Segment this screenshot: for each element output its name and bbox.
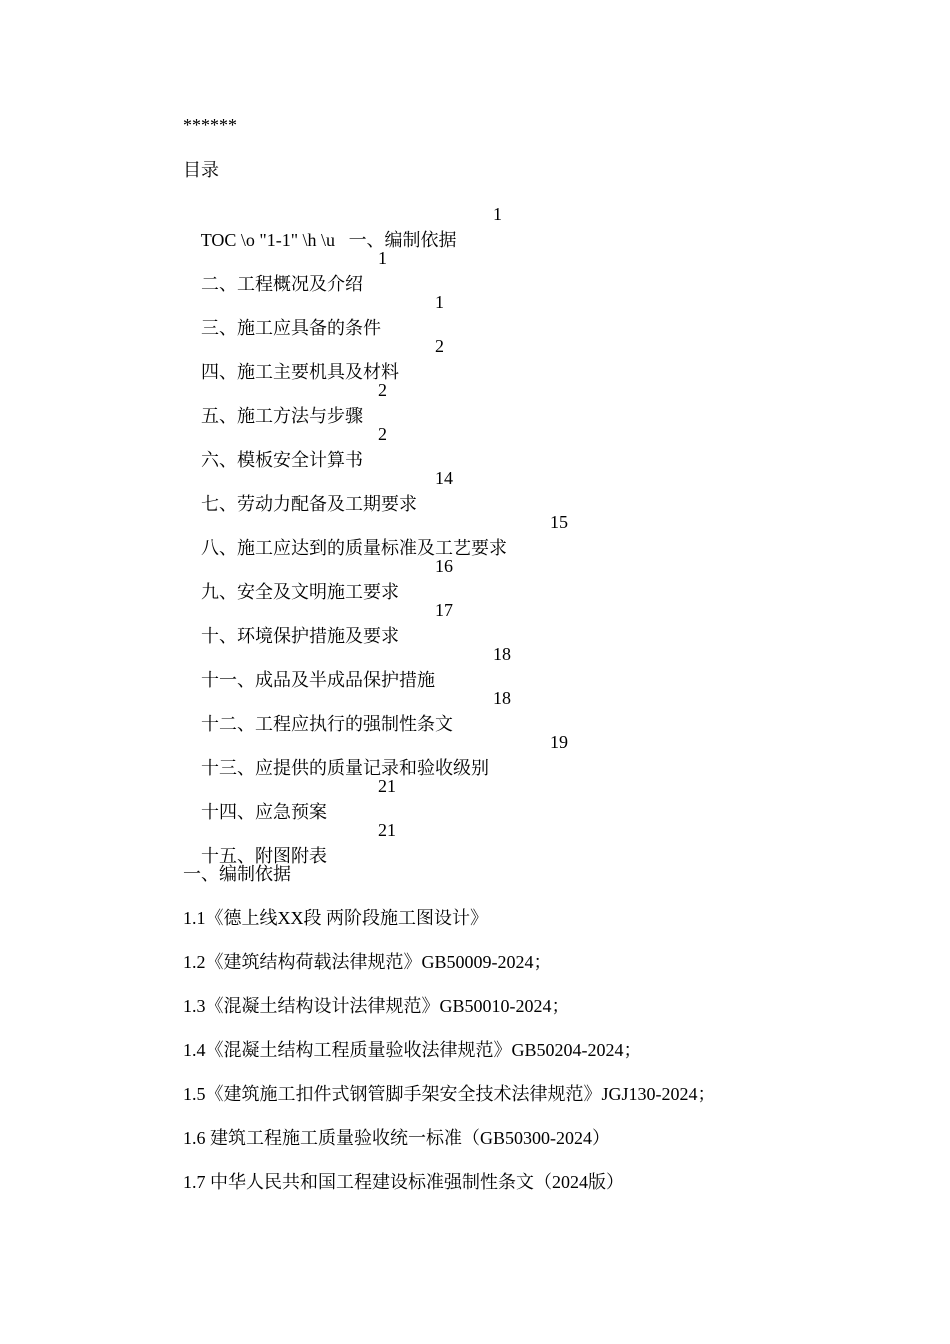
toc-entry[interactable] bbox=[183, 773, 396, 822]
reference-item: 1.5《建筑施工扣件式钢管脚手架安全技术法律规范》JGJ130-2024； bbox=[183, 1084, 716, 1104]
toc-entry-page: 19 bbox=[550, 732, 568, 752]
toc-entry-label: 八、施工应达到的质量标准及工艺要求 bbox=[201, 538, 507, 558]
toc-entry-page: 1 bbox=[493, 204, 502, 224]
toc-entry-page: 18 bbox=[493, 644, 511, 664]
toc-entry-label: 十一、成品及半成品保护措施 bbox=[201, 670, 435, 690]
toc-entry-label: 十三、应提供的质量记录和验收级别 bbox=[201, 758, 489, 778]
toc-entry-label: 十四、应急预案 bbox=[201, 802, 327, 822]
toc-entry-label: 十五、附图附表 bbox=[201, 846, 327, 866]
reference-item: 1.7 中华人民共和国工程建设标准强制性条文（2024版） bbox=[183, 1172, 624, 1192]
toc-entry-label: 九、安全及文明施工要求 bbox=[201, 582, 399, 602]
toc-entry-page: 1 bbox=[378, 248, 387, 268]
toc-entry-page: 15 bbox=[550, 512, 568, 532]
toc-entry-label: 一、编制依据 bbox=[348, 230, 457, 250]
toc-entry-page: 1 bbox=[435, 292, 444, 312]
toc-entry-label: 四、施工主要机具及材料 bbox=[201, 362, 399, 382]
toc-entry-label: 七、劳动力配备及工期要求 bbox=[201, 494, 417, 514]
toc-entry[interactable] bbox=[183, 201, 502, 250]
toc-entry-page: 18 bbox=[493, 688, 511, 708]
toc-entry[interactable] bbox=[183, 685, 511, 734]
stars-line: ****** bbox=[183, 115, 237, 135]
toc-entry-page: 14 bbox=[435, 468, 453, 488]
toc-entry[interactable] bbox=[183, 465, 453, 514]
toc-entry[interactable] bbox=[183, 597, 453, 646]
toc-entry-label: 五、施工方法与步骤 bbox=[201, 406, 363, 426]
toc-entry[interactable] bbox=[183, 245, 387, 294]
toc-entry-page: 2 bbox=[435, 336, 444, 356]
toc-entry-page: 21 bbox=[378, 776, 396, 796]
toc-entry-page: 17 bbox=[435, 600, 453, 620]
toc-entry-page: 21 bbox=[378, 820, 396, 840]
toc-entry-label: 三、施工应具备的条件 bbox=[201, 318, 381, 338]
reference-item: 1.4《混凝土结构工程质量验收法律规范》GB50204-2024； bbox=[183, 1040, 642, 1060]
reference-item: 1.2《建筑结构荷载法律规范》GB50009-2024； bbox=[183, 952, 552, 972]
toc-entry-page: 2 bbox=[378, 380, 387, 400]
toc-entry-label: 六、模板安全计算书 bbox=[201, 450, 363, 470]
toc-entry-label: 二、工程概况及介绍 bbox=[201, 274, 363, 294]
reference-item: 1.3《混凝土结构设计法律规范》GB50010-2024； bbox=[183, 996, 570, 1016]
toc-entry[interactable] bbox=[183, 817, 396, 866]
reference-item: 1.1《德上线XX段 两阶段施工图设计》 bbox=[183, 908, 488, 928]
toc-entry[interactable] bbox=[183, 641, 511, 690]
toc-entry[interactable] bbox=[183, 377, 387, 426]
toc-field-code: TOC \o "1-1" \h \u bbox=[200, 230, 340, 250]
toc-entry[interactable] bbox=[183, 553, 453, 602]
toc-entry[interactable] bbox=[183, 333, 444, 382]
section-heading: 一、编制依据 bbox=[183, 864, 291, 884]
toc-entry-page: 2 bbox=[378, 424, 387, 444]
toc-entry[interactable] bbox=[183, 289, 444, 338]
toc-entry-page: 16 bbox=[435, 556, 453, 576]
toc-title: 目录 bbox=[183, 160, 219, 180]
toc-entry[interactable] bbox=[183, 729, 568, 778]
reference-item: 1.6 建筑工程施工质量验收统一标准（GB50300-2024） bbox=[183, 1128, 610, 1148]
toc-entry[interactable] bbox=[183, 421, 387, 470]
toc-entry-label: 十二、工程应执行的强制性条文 bbox=[201, 714, 453, 734]
toc-entry[interactable] bbox=[183, 509, 568, 558]
toc-entry-label: 十、环境保护措施及要求 bbox=[201, 626, 399, 646]
